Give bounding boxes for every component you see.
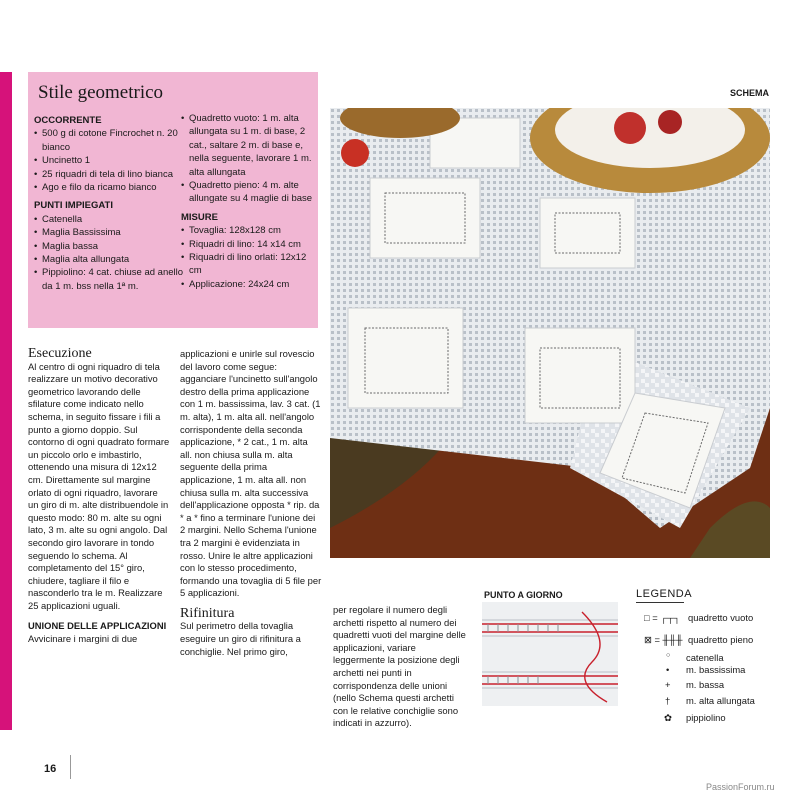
list-item: • 25 riquadri di tela di lino bianca xyxy=(34,168,184,181)
page-number: 16 xyxy=(44,763,57,775)
rifinitura-text-start: Sul perimetro della tovaglia eseguire un giro di rifinitura a conchiglie. Nel primo giro, xyxy=(180,620,301,657)
list-item: • Riquadri di lino: 14 x14 cm xyxy=(181,238,317,251)
legend-label: quadretto pieno xyxy=(688,634,754,645)
schema-label: SCHEMA xyxy=(730,88,770,98)
legend-label: m. bassissima xyxy=(686,664,746,675)
misure-heading: MISURE xyxy=(181,211,218,223)
legend-label: m. bassa xyxy=(686,679,725,690)
unione-column xyxy=(180,348,322,658)
esecuzione-heading: Esecuzione xyxy=(28,346,92,361)
filled-square-icon: ⊠ = ╫╫╫ xyxy=(644,634,683,645)
materials-box xyxy=(28,72,318,328)
list-item: • Riquadri di lino orlati: 12x12 cm xyxy=(181,251,317,278)
occorrente-list xyxy=(34,127,184,194)
list-item: • Maglia alta allungata xyxy=(34,253,184,266)
legend-label: quadretto vuoto xyxy=(688,612,754,623)
list-item: • Tovaglia: 128x128 cm xyxy=(181,224,317,237)
single-crochet-icon: + xyxy=(665,679,671,690)
punti-heading: PUNTI IMPIEGATI xyxy=(34,200,113,212)
esecuzione-text: Al centro di ogni riquadro di tela realizzare un motivo decorativo geometrico lavorando delle sfilature come indicato nello schema, in seguito fissare i fili a punto a giorno doppio. Sul contorno di ogni quadrato formare un piccolo orlo e imbastirlo, ottenendo una misura di 12x12 cm. Direttamente sul margine orlato di ogni riquadro, lavorare un giro di m. alte distribuendole in questo modo: 80 m. alte su ogni lato, 3 m. alte su ogni angolo. Dal secondo giro lavorare in tondo seguendo lo schema. Al completamento del 15° giro, chiudere, tagliare il filo e nasconderlo tra le m. Realizzare 25 applicazioni uguali. xyxy=(28,360,170,611)
punti-list-cont xyxy=(181,112,317,206)
legend xyxy=(636,588,786,723)
footer-divider xyxy=(70,755,71,779)
list-item: • Quadretto pieno: 4 m. alte allungate su 4 maglie di base xyxy=(181,179,317,206)
treble-crochet-icon: † xyxy=(665,695,671,706)
list-item: • Applicazione: 24x24 cm xyxy=(181,278,317,291)
list-item: • Maglia bassa xyxy=(34,240,184,253)
rifinitura-text: per regolare il numero degli archetti rispetto al numero dei quadretti vuoti del margine delle applicazioni, variare leggermente la posizione degli archetti nei punti in corrispondenza delle unioni (nello Schema questi archetti con le relative conchiglie sono indicati in azzurro). xyxy=(333,604,466,729)
punto-a-giorno-title: PUNTO A GIORNO xyxy=(484,590,563,600)
legend-title: LEGENDA xyxy=(636,588,684,603)
tablecloth-photo xyxy=(330,108,770,558)
unione-heading: UNIONE DELLE APPLICAZIONI xyxy=(28,620,167,632)
empty-square-icon: □ = ┌┬┐ xyxy=(644,612,681,623)
occorrente-heading: OCCORRENTE xyxy=(34,115,102,126)
watermark: PassionForum.ru xyxy=(706,782,775,792)
legend-label: pippiolino xyxy=(686,712,726,723)
picot-icon: ✿ xyxy=(664,712,672,723)
legend-label: m. alta allungata xyxy=(686,695,755,706)
list-item: • Maglia Bassissima xyxy=(34,226,184,239)
unione-text-start: Avvicinare i margini di due xyxy=(28,633,138,645)
slip-stitch-icon: • xyxy=(666,664,670,675)
punti-list xyxy=(34,213,184,293)
page-title: Stile geometrico xyxy=(38,82,164,103)
accent-bar xyxy=(0,72,12,730)
list-item: • Uncinetto 1 xyxy=(34,154,184,167)
legend-label: catenella xyxy=(686,652,724,663)
esecuzione-column xyxy=(28,348,170,646)
materials-col-left xyxy=(34,114,184,293)
rifinitura-column xyxy=(333,604,468,730)
rifinitura-heading: Rifinitura xyxy=(180,605,235,621)
chain-icon: ○ xyxy=(666,652,671,659)
punto-a-giorno-photo xyxy=(482,602,618,706)
list-item: • 500 g di cotone Fincrochet n. 20 bianco xyxy=(34,127,184,154)
misure-list xyxy=(181,224,317,291)
list-item: • Quadretto vuoto: 1 m. alta allungata su 1 m. di base, 2 cat., saltare 2 m. di base e, nella seguente, lavorare 1 m. alta allungata xyxy=(181,112,317,179)
materials-col-right xyxy=(181,112,317,291)
list-item: • Pippiolino: 4 cat. chiuse ad anello da 1 m. bss nella 1ª m. xyxy=(34,266,184,293)
list-item: • Catenella xyxy=(34,213,184,226)
list-item: • Ago e filo da ricamo bianco xyxy=(34,181,184,194)
unione-text: applicazioni e unirle sul rovescio del lavoro come segue: agganciare l'uncinetto sull'angolo destro della prima applicazione con 1 m. bassissima, lav. 3 cat. (1 m. alta), 1 m. alta all. nell'angolo corrispondente della seconda applicazione, * 2 cat., 1 m. alta all. non chiusa sulla m. alta seguente della prima applicazione, 1 m. alta all. non chiusa sulla m. alta successiva dell'applicazione opposta * rip. da * a * fino a terminare l'unione dei 2 margini. Nello Schema l'unione tra 2 margini è evidenziata in rosso. Unire le altre applicazioni con lo stesso procedimento, formando una tovaglia di 5 file per 5 applicazioni. xyxy=(180,348,322,599)
